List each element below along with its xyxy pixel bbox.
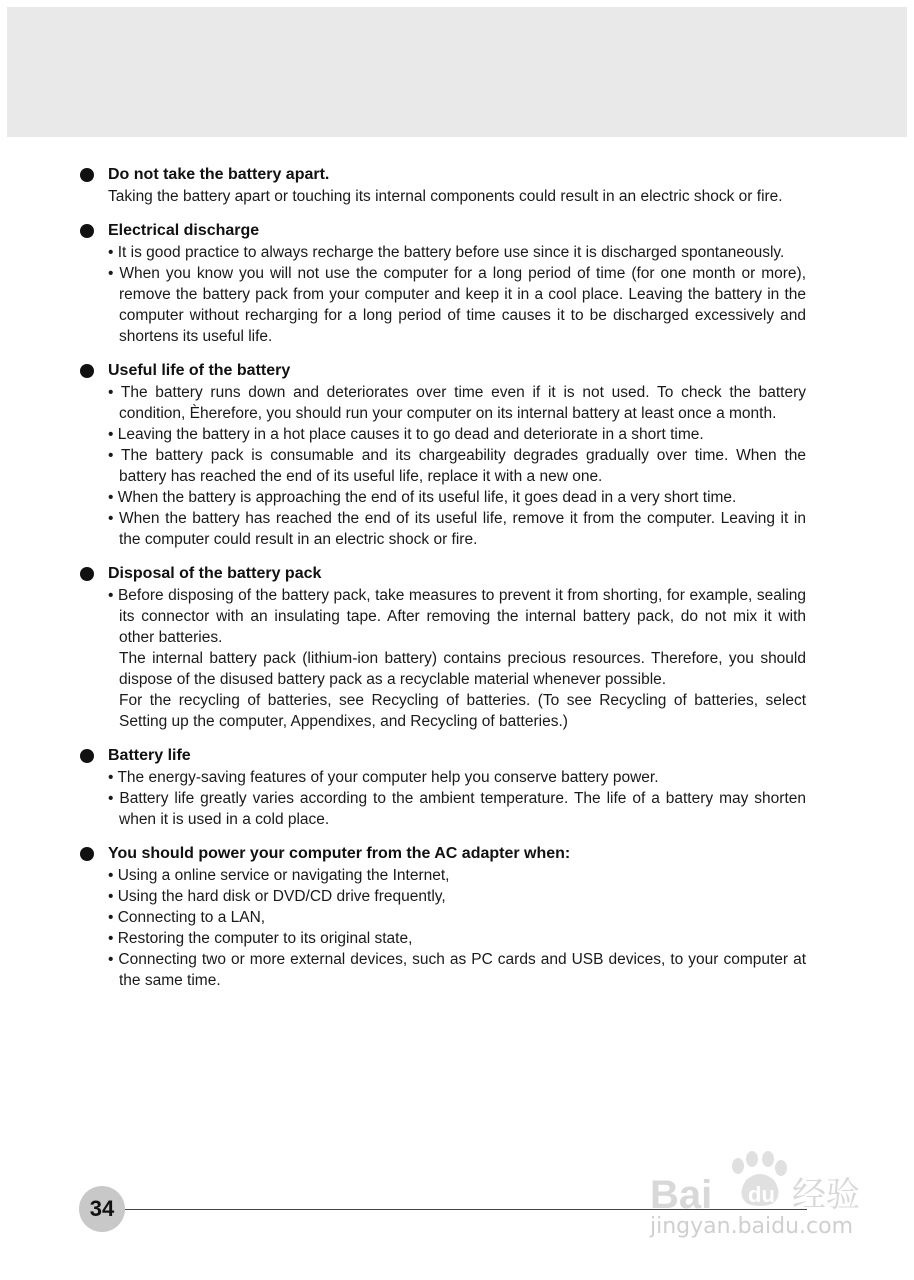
bullet-item: • Leaving the battery in a hot place causes it to go dead and deteriorate in a short time. [108, 426, 704, 443]
bullet-item: • When you know you will not use the computer for a long period of time (for one month or more), remove the battery pack from your computer and keep it in a cool place. Leaving the battery in the computer without recharging for a long period of time causes it to be discharged excessively and shortens its useful life. [108, 265, 806, 345]
bullet-item: • Restoring the computer to its original state, [108, 930, 413, 947]
section-title: Electrical discharge [108, 222, 260, 239]
bullet-item: • Connecting two or more external devices, such as PC cards and USB devices, to your computer at the same time. [108, 951, 806, 989]
bullet-item: • Before disposing of the battery pack, take measures to prevent it from shorting, for example, sealing its connector with an insulating tape. After removing the internal battery pack, do not mix it with other batteries. [108, 587, 806, 646]
bullet-dot-icon [80, 224, 94, 238]
bullet-dot-icon [80, 567, 94, 581]
section-electrical-discharge [80, 220, 806, 347]
section-disposal [80, 563, 806, 732]
bullet-dot-icon [80, 847, 94, 861]
bullet-dot-icon [80, 749, 94, 763]
header-band [7, 7, 907, 137]
section-useful-life [80, 360, 806, 550]
section-ac-adapter [80, 843, 806, 991]
section-title: Useful life of the battery [108, 362, 291, 379]
section-title: Disposal of the battery pack [108, 565, 322, 582]
bullet-item: • Using the hard disk or DVD/CD drive frequently, [108, 888, 446, 905]
section-body: Taking the battery apart or touching its internal components could result in an electric shock or fire. [108, 188, 783, 205]
section-title: Do not take the battery apart. [108, 166, 330, 183]
bullet-item: • It is good practice to always recharge the battery before use since it is discharged spontaneously. [108, 244, 785, 261]
bullet-item: • The energy-saving features of your computer help you conserve battery power. [108, 769, 659, 786]
svg-text:Bai: Bai [650, 1173, 713, 1217]
page-number: 34 [79, 1186, 125, 1232]
bullet-item: • Using a online service or navigating the Internet, [108, 867, 450, 884]
continuation-paragraph: For the recycling of batteries, see Recycling of batteries. (To see Recycling of batteries, select Setting up the computer, Appendixes, and Recycling of batteries.) [119, 692, 806, 730]
section-battery-apart [80, 164, 806, 207]
svg-text:经验: 经验 [792, 1175, 860, 1215]
bullet-item: • The battery pack is consumable and its chargeability degrades gradually over time. When the battery has reached the end of its useful life, replace it with a new one. [108, 447, 806, 485]
page-content [80, 164, 806, 1004]
bullet-item: • Connecting to a LAN, [108, 909, 266, 926]
bullet-item: • The battery runs down and deteriorates over time even if it is not used. To check the battery condition, Èherefore, you should run your computer on its internal battery at least once a month. [108, 384, 806, 422]
section-title: Battery life [108, 747, 191, 764]
bullet-dot-icon [80, 364, 94, 378]
bullet-item: • Battery life greatly varies according to the ambient temperature. The life of a battery may shorten when it is used in a cold place. [108, 790, 806, 828]
baidu-watermark-logo [650, 1150, 870, 1220]
section-title: You should power your computer from the AC adapter when: [108, 845, 571, 862]
bullet-item: • When the battery has reached the end of its useful life, remove it from the computer. Leaving it in the computer could result in an electric shock or fire. [108, 510, 806, 548]
continuation-paragraph: The internal battery pack (lithium-ion battery) contains precious resources. Therefore, you should dispose of the disused battery pack as a recyclable material whenever possible. [119, 650, 806, 688]
bullet-item: • When the battery is approaching the end of its useful life, it goes dead in a very short time. [108, 489, 737, 506]
watermark-url: jingyan.baidu.com [650, 1214, 854, 1239]
svg-text:du: du [748, 1182, 775, 1207]
bullet-dot-icon [80, 168, 94, 182]
section-battery-life [80, 745, 806, 830]
